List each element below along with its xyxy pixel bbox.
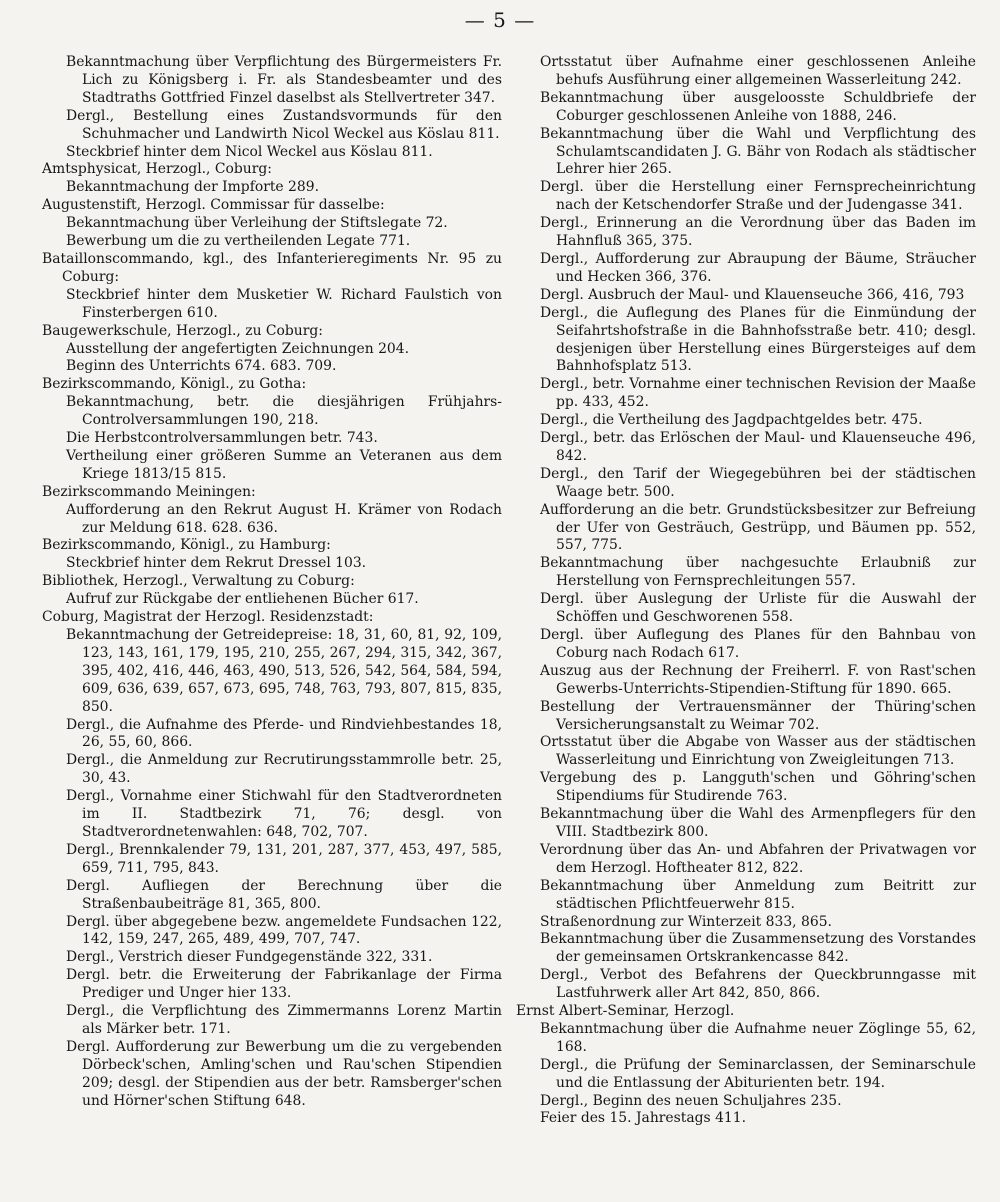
index-entry: Dergl. Ausbruch der Maul- und Klauenseuche 366, 416, 793 [540, 286, 965, 303]
index-heading: Bibliothek, Herzogl., Verwaltung zu Coburg: [42, 573, 355, 590]
index-entry: Dergl., Bestellung eines Zustandsvormunds für den Schuhmacher und Landwirth Nicol Weckel aus Köslau 811. [66, 107, 502, 142]
index-entry: Dergl., die Verpflichtung des Zimmermanns Lorenz Martin als Märker betr. 171. [66, 1003, 502, 1037]
index-entry: Dergl., betr. Vornahme einer technischen Revision der Maaße pp. 433, 452. [540, 376, 976, 411]
index-entry: Dergl. über die Herstellung einer Fernsprecheinrichtung nach der Ketschendorfer Straße und der Judengasse 341. [540, 179, 976, 214]
index-entry: Dergl. Aufliegen der Berechnung über die Straßenbaubeiträge 81, 365, 800. [66, 877, 502, 912]
index-entry: Dergl., Beginn des neuen Schuljahres 235. [540, 1092, 842, 1109]
index-entry: Dergl., die Anmeldung zur Recrutirungsstammrolle betr. 25, 30, 43. [66, 752, 502, 787]
index-entry: Feier des 15. Jahrestags 411. [540, 1110, 746, 1127]
index-entry: Bekanntmachung über Anmeldung zum Beitritt zur städtischen Pflichtfeuerwehr 815. [540, 877, 976, 912]
index-entry: Beginn des Unterrichts 674. 683. 709. [66, 358, 337, 375]
index-entry: Steckbrief hinter dem Rekrut Dressel 103. [66, 555, 367, 572]
index-heading: Augustenstift, Herzogl. Commissar für dasselbe: [42, 197, 385, 214]
index-entry: Dergl. über Auslegung der Urliste für die Auswahl der Schöffen und Geschworenen 558. [540, 591, 976, 626]
index-entry: Verordnung über das An- und Abfahren der Privatwagen vor dem Herzogl. Hoftheater 812, 822. [540, 841, 976, 876]
index-heading: Bezirkscommando, Königl., zu Hamburg: [42, 537, 331, 554]
index-entry: Ausstellung der angefertigten Zeichnungen 204. [66, 340, 409, 357]
index-entry: Ortsstatut über Aufnahme einer geschlossenen Anleihe behufs Ausführung einer allgemeinen Wasserleitung 242. [540, 54, 976, 88]
index-entry: Ortsstatut über die Abgabe von Wasser aus der städtischen Wasserleitung und Einrichtung von Zweigleitungen 713. [540, 734, 976, 769]
index-entry: Dergl., Verstrich dieser Fundgegenstände 322, 331. [66, 949, 433, 966]
index-entry: Bekanntmachung über die Wahl und Verpflichtung des Schulamtscandidaten J. G. Bähr von Rodach als städtischer Lehrer hier 265. [540, 125, 976, 178]
index-entry: Dergl., die Vertheilung des Jagdpachtgeldes betr. 475. [540, 412, 923, 429]
index-entry: Dergl. Aufforderung zur Bewerbung um die zu vergebenden Dörbeck'schen, Amling'schen und Rau'schen Stipendien 209; desgl. der Stipendien aus der betr. Ramsberger'schen und Hörner'schen Stiftung 648. [66, 1038, 502, 1109]
index-entry: Dergl., die Auflegung des Planes für die Einmündung der Seifahrtshofstraße in die Bahnhofsstraße betr. 410; desgl. desjenigen über Herstellung eines Bürgersteiges auf dem Bahnhofsplatz 513. [540, 304, 976, 375]
left-column [42, 54, 502, 1110]
index-entry: Dergl., Verbot des Befahrens der Queckbrunngasse mit Lastfuhrwerk aller Art 842, 850, 866. [540, 967, 976, 1002]
index-entry: Dergl., den Tarif der Wiegegebühren bei der städtischen Waage betr. 500. [540, 465, 976, 500]
index-entry: Steckbrief hinter dem Musketier W. Richard Faulstich von Finsterbergen 610. [66, 286, 502, 321]
index-entry: Die Herbstcontrolversammlungen betr. 743. [66, 430, 378, 447]
index-entry: Steckbrief hinter dem Nicol Weckel aus Köslau 811. [66, 143, 433, 160]
index-entry: Bewerbung um die zu vertheilenden Legate 771. [66, 233, 411, 250]
index-entry: Dergl., betr. das Erlöschen der Maul- und Klauenseuche 496, 842. [540, 430, 976, 464]
index-heading: Baugewerkschule, Herzogl., zu Coburg: [42, 322, 323, 339]
index-entry: Vergebung des p. Langguth'schen und Göhring'schen Stipendiums für Studirende 763. [540, 770, 976, 805]
index-entry: Dergl., Brennkalender 79, 131, 201, 287, 377, 453, 497, 585, 659, 711, 795, 843. [66, 841, 502, 876]
index-heading: Bezirkscommando Meiningen: [42, 483, 256, 500]
index-entry: Dergl., die Prüfung der Seminarclassen, der Seminarschule und die Entlassung der Abiturienten betr. 194. [540, 1056, 976, 1091]
index-entry: Dergl. betr. die Erweiterung der Fabrikanlage der Firma Prediger und Unger hier 133. [66, 967, 502, 1002]
index-entry: Dergl., die Aufnahme des Pferde- und Rindviehbestandes 18, 26, 55, 60, 866. [66, 716, 502, 751]
index-entry: Aufforderung an den Rekrut August H. Krämer von Rodach zur Meldung 618. 628. 636. [66, 501, 502, 536]
index-heading: Ernst Albert-Seminar, Herzogl. [516, 1003, 735, 1020]
index-entry: Bekanntmachung, betr. die diesjährigen Frühjahrs-Controlversammlungen 190, 218. [66, 394, 502, 429]
index-entry: Bekanntmachung der Getreidepreise: 18, 31, 60, 81, 92, 109, 123, 143, 161, 179, 195, 210, 255, 267, 294, 315, 342, 367, 395, 402, 416, 446, 463, 490, 513, 526, 542, 564, 584, 594, 609, 636, 639, 657, 673, 695, 748, 763, 793, 807, 815, 835, 850. [66, 627, 502, 715]
right-column [516, 54, 976, 1128]
index-entry: Dergl., Aufforderung zur Abraupung der Bäume, Sträucher und Hecken 366, 376. [540, 250, 976, 285]
index-entry: Bestellung der Vertrauensmänner der Thüring'schen Versicherungsanstalt zu Weimar 702. [540, 698, 976, 733]
index-heading: Amtsphysicat, Herzogl., Coburg: [42, 161, 272, 178]
page-number: — 5 — [464, 8, 536, 32]
index-heading: Bezirkscommando, Königl., zu Gotha: [42, 376, 307, 393]
index-heading: Coburg, Magistrat der Herzogl. Residenzstadt: [42, 609, 374, 626]
index-entry: Bekanntmachung der Impforte 289. [66, 179, 319, 196]
index-entry: Dergl., Erinnerung an die Verordnung über das Baden im Hahnfluß 365, 375. [540, 215, 976, 250]
index-entry: Aufruf zur Rückgabe der entliehenen Bücher 617. [66, 591, 419, 608]
index-entry: Vertheilung einer größeren Summe an Veteranen aus dem Kriege 1813/15 815. [66, 447, 502, 482]
index-entry: Straßenordnung zur Winterzeit 833, 865. [540, 913, 832, 930]
index-entry: Bekanntmachung über Verleihung der Stiftslegate 72. [66, 215, 448, 232]
index-entry: Bekanntmachung über die Aufnahme neuer Zöglinge 55, 62, 168. [540, 1020, 976, 1055]
index-entry: Aufforderung an die betr. Grundstücksbesitzer zur Befreiung der Ufer von Gesträuch, Gestrüpp, und Bäumen pp. 552, 557, 775. [540, 501, 976, 554]
index-heading: Bataillonscommando, kgl., des Infanterieregiments Nr. 95 zu Coburg: [42, 250, 502, 285]
index-entry: Dergl. über Auflegung des Planes für den Bahnbau von Coburg nach Rodach 617. [540, 627, 976, 661]
index-entry: Bekanntmachung über die Zusammensetzung des Vorstandes der gemeinsamen Ortskrankencasse 842. [540, 931, 976, 966]
index-entry: Dergl., Vornahme einer Stichwahl für den Stadtverordneten im II. Stadtbezirk 71, 76; desgl. von Stadtverordnetenwahlen: 648, 702, 707. [66, 788, 502, 840]
index-entry: Bekanntmachung über Verpflichtung des Bürgermeisters Fr. Lich zu Königsberg i. Fr. als Standesbeamter und des Stadtraths Gottfried Finzel daselbst als Stellvertreter 347. [66, 54, 502, 106]
index-entry: Auszug aus der Rechnung der Freiherrl. F. von Rast'schen Gewerbs-Unterrichts-Stipendien-Stiftung für 1890. 665. [540, 662, 976, 697]
index-entry: Bekanntmachung über nachgesuchte Erlaubniß zur Herstellung von Fernsprechleitungen 557. [540, 555, 976, 590]
index-entry: Dergl. über abgegebene bezw. angemeldete Fundsachen 122, 142, 159, 247, 265, 489, 499, 707, 747. [66, 913, 502, 948]
index-entry: Bekanntmachung über die Wahl des Armenpflegers für den VIII. Stadtbezirk 800. [540, 806, 976, 840]
index-entry: Bekanntmachung über ausgeloosste Schuldbriefe der Coburger geschlossenen Anleihe von 1888, 246. [540, 89, 976, 124]
